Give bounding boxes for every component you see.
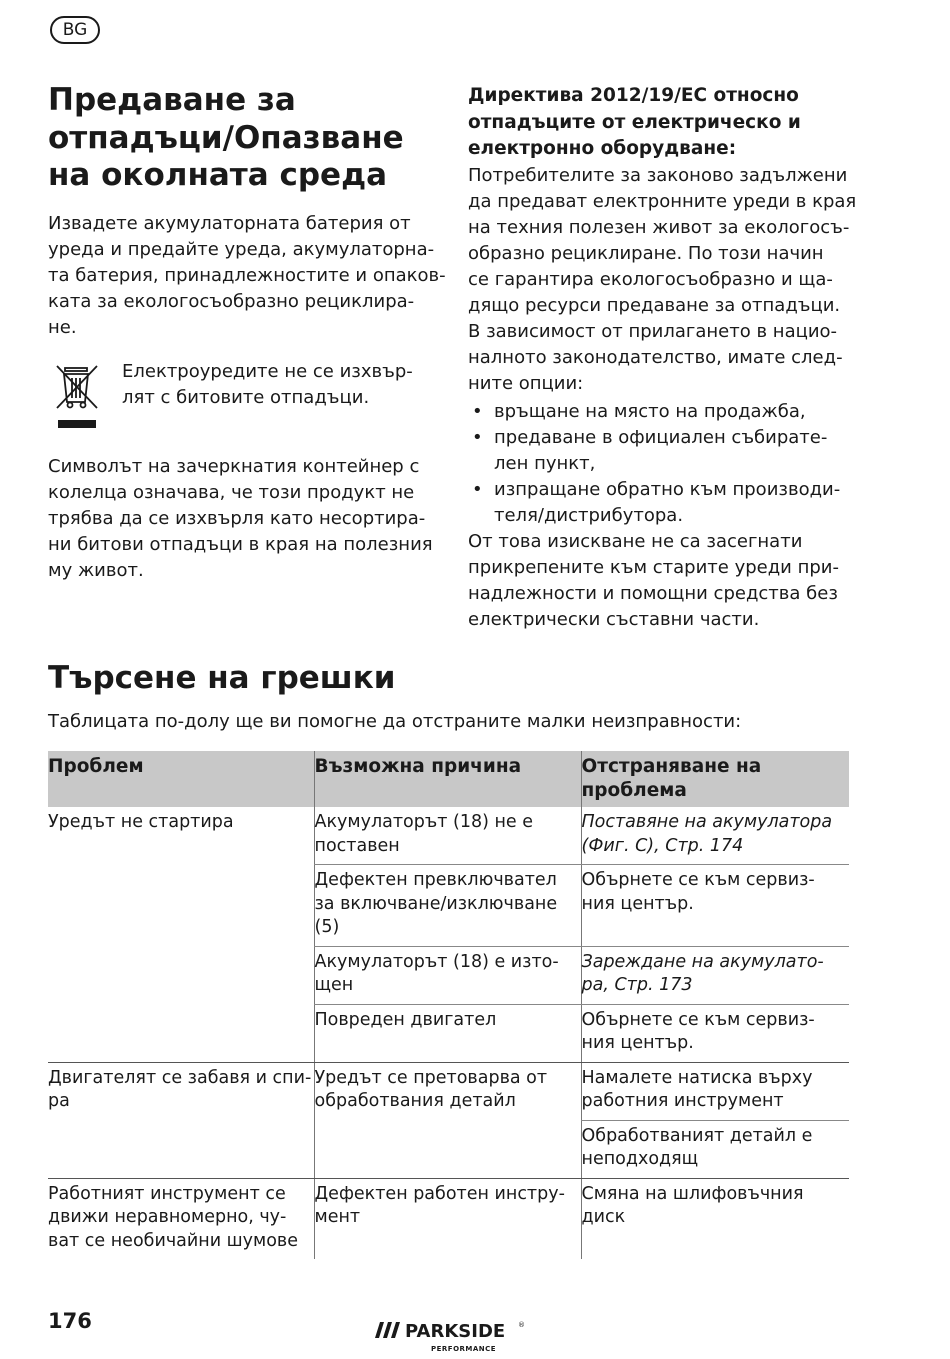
- cause-cell: Дефектен работен инстру- мент: [314, 1178, 581, 1259]
- table-row: [48, 807, 849, 865]
- disposal-options-list: [468, 399, 888, 529]
- parkside-logo-icon: [373, 1318, 533, 1354]
- list-item: • изпращане обратно към производи- теля/дистрибутора.: [468, 477, 888, 529]
- weee-note: Електроуредите не се изхвър- лят с битовите отпадъци.: [122, 361, 413, 408]
- header-fix: Отстраняване на проблема: [581, 751, 849, 807]
- table-header-row: [48, 751, 849, 807]
- cause-cell: Акумулаторът (18) е изто- щен: [314, 946, 581, 1004]
- cause-cell: Акумулаторът (18) не е поставен: [314, 807, 581, 865]
- brand-name: PARKSIDE: [405, 1321, 506, 1342]
- disposal-title: Предаване за отпадъци/Опазване на околната среда: [48, 82, 404, 193]
- brand-logo: [373, 1318, 533, 1354]
- problem-cell: Двигателят се забавя и спи- ра: [48, 1062, 314, 1178]
- disposal-section: [48, 82, 448, 341]
- directive-title: Директива 2012/19/ЕС относно отпадъците от електрическо и електронно оборудване:: [468, 85, 801, 159]
- troubleshooting-intro: Таблицата по-долу ще ви помогне да отстраните малки неизправности:: [48, 711, 742, 732]
- disposal-intro: Извадете акумулаторната батерия от уреда и предайте уреда, акумулаторна- та батерия, принадлежностите и опаков- ката за екологосъобразно рециклира- не.: [48, 212, 446, 338]
- fix-cell: Намалете натиска върху работния инструмент: [581, 1062, 849, 1120]
- fix-cell: Смяна на шлифовъчния диск: [581, 1178, 849, 1259]
- language-badge: BG: [50, 16, 100, 44]
- crossed-bin-icon: [53, 362, 101, 432]
- fix-cell: Обърнете се към сервиз- ния център.: [581, 1004, 849, 1062]
- page-number: 176: [48, 1309, 92, 1333]
- table-row: [48, 1062, 849, 1120]
- list-item: • предаване в официален събирате- лен пункт,: [468, 425, 888, 477]
- header-problem: Проблем: [48, 751, 314, 807]
- header-cause: Възможна причина: [314, 751, 581, 807]
- fix-cell: Обърнете се към сервиз- ния център.: [581, 865, 849, 947]
- list-item: • връщане на място на продажба,: [468, 399, 888, 425]
- fix-cell: Обработваният детайл е неподходящ: [581, 1120, 849, 1178]
- symbol-explanation: Символът на зачеркнатия контейнер с колелца означава, че този продукт не трябва да се изхвърля като несортира- ни битови отпадъци в края на полезния му живот.: [48, 456, 433, 581]
- directive-section: [468, 83, 888, 633]
- brand-registered-mark: ®: [518, 1321, 525, 1329]
- problem-cell: Уредът не стартира: [48, 807, 314, 1062]
- cause-cell: Уредът се претоварва от обработвания детайл: [314, 1062, 581, 1178]
- directive-paragraph-2: От това изискване не са засегнати прикрепените към старите уреди при- надлежности и помощни средства без електрически съставни части.: [468, 530, 839, 630]
- problem-cell: Работният инструмент се движи неравномерно, чу- ват се необичайни шумове: [48, 1183, 298, 1251]
- fix-cell: Поставяне на акумулатора (Фиг. С), Стр. 174: [581, 807, 849, 865]
- brand-subtitle: PERFORMANCE: [431, 1345, 497, 1353]
- directive-paragraph-1: Потребителите за законово задължени да предават електронните уреди в края на техния полезен живот за екологосъ- образно рециклиране. По този начин се гарантира екологосъобразно и ща- дящо ресурси предаване за отпадъци. В зависимост от прилагането в нацио- налното законодателство, имате след- ните опции:: [468, 164, 857, 394]
- cause-cell: Повреден двигател: [314, 1004, 581, 1062]
- cause-cell: Дефектен превключвател за включване/изключване (5): [314, 865, 581, 947]
- troubleshooting-title: Търсене на грешки: [48, 660, 396, 696]
- troubleshooting-table: [48, 751, 849, 1259]
- fix-cell: Зареждане на акумулато- ра, Стр. 173: [581, 946, 849, 1004]
- table-row: [48, 1178, 849, 1259]
